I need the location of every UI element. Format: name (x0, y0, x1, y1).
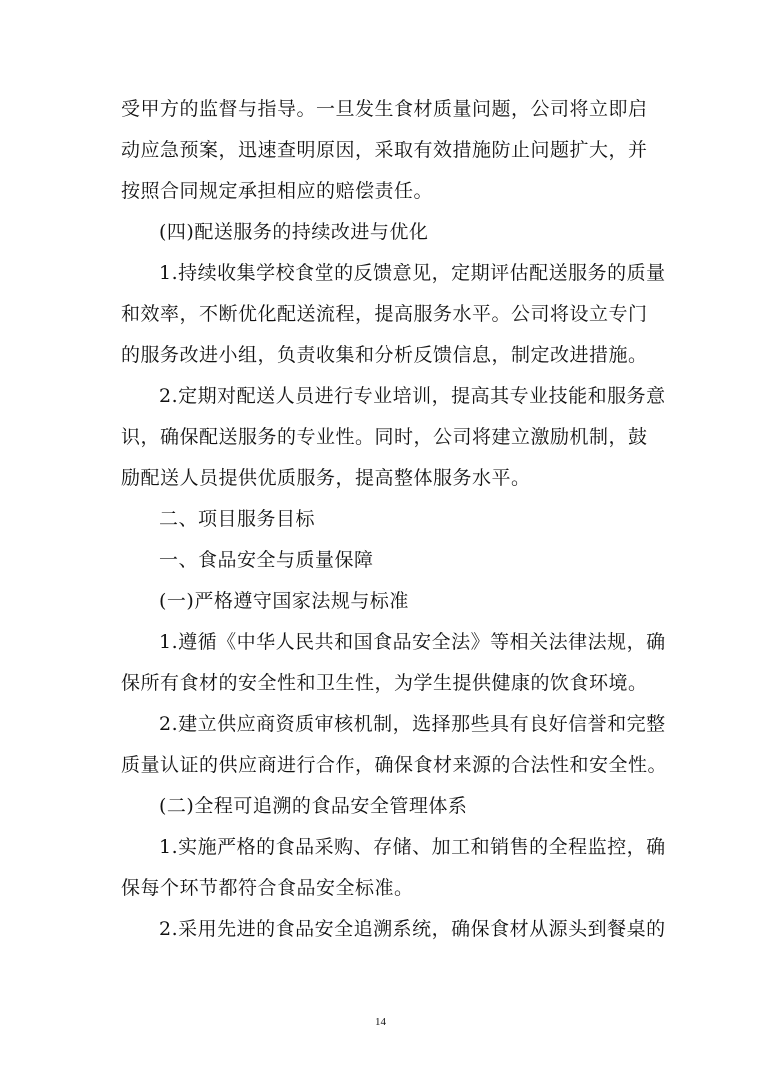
paragraph-line: 1.遵循《中华人民共和国食品安全法》等相关法律法规，确 (159, 631, 666, 653)
paragraph-line: 质量认证的供应商进行合作，确保食材来源的合法性和安全性。 (121, 754, 668, 776)
section-heading: 一、食品安全与质量保障 (159, 549, 374, 571)
section-heading: 二、项目服务目标 (159, 508, 316, 530)
section-heading: (一)严格遵守国家法规与标准 (159, 590, 409, 612)
paragraph-line: 保每个环节都符合食品安全标准。 (121, 877, 414, 899)
paragraph-line: 识，确保配送服务的专业性。同时，公司将建立激励机制，鼓 (121, 426, 648, 448)
paragraph-line: 2.采用先进的食品安全追溯系统，确保食材从源头到餐桌的 (159, 918, 666, 940)
paragraph-line: 2.定期对配送人员进行专业培训，提高其专业技能和服务意 (159, 385, 666, 407)
paragraph-line: 1.持续收集学校食堂的反馈意见，定期评估配送服务的质量 (159, 262, 666, 284)
paragraph-line: 保所有食材的安全性和卫生性，为学生提供健康的饮食环境。 (121, 672, 648, 694)
paragraph-line: 1.实施严格的食品采购、存储、加工和销售的全程监控，确 (159, 836, 666, 858)
section-heading: (四)配送服务的持续改进与优化 (159, 221, 429, 243)
paragraph-line: 受甲方的监督与指导。一旦发生食材质量问题，公司将立即启 (121, 98, 648, 120)
paragraph-line: 按照合同规定承担相应的赔偿责任。 (121, 180, 434, 202)
body-text (121, 89, 668, 950)
page-number: 14 (375, 1016, 386, 1028)
paragraph-line: 励配送人员提供优质服务，提高整体服务水平。 (121, 467, 531, 489)
paragraph-line: 的服务改进小组，负责收集和分析反馈信息，制定改进措施。 (121, 344, 648, 366)
section-heading: (二)全程可追溯的食品安全管理体系 (159, 795, 468, 817)
paragraph-line: 和效率，不断优化配送流程，提高服务水平。公司将设立专门 (121, 303, 648, 325)
paragraph-line: 动应急预案，迅速查明原因，采取有效措施防止问题扩大，并 (121, 139, 648, 161)
paragraph-line: 2.建立供应商资质审核机制，选择那些具有良好信誉和完整 (159, 713, 666, 735)
